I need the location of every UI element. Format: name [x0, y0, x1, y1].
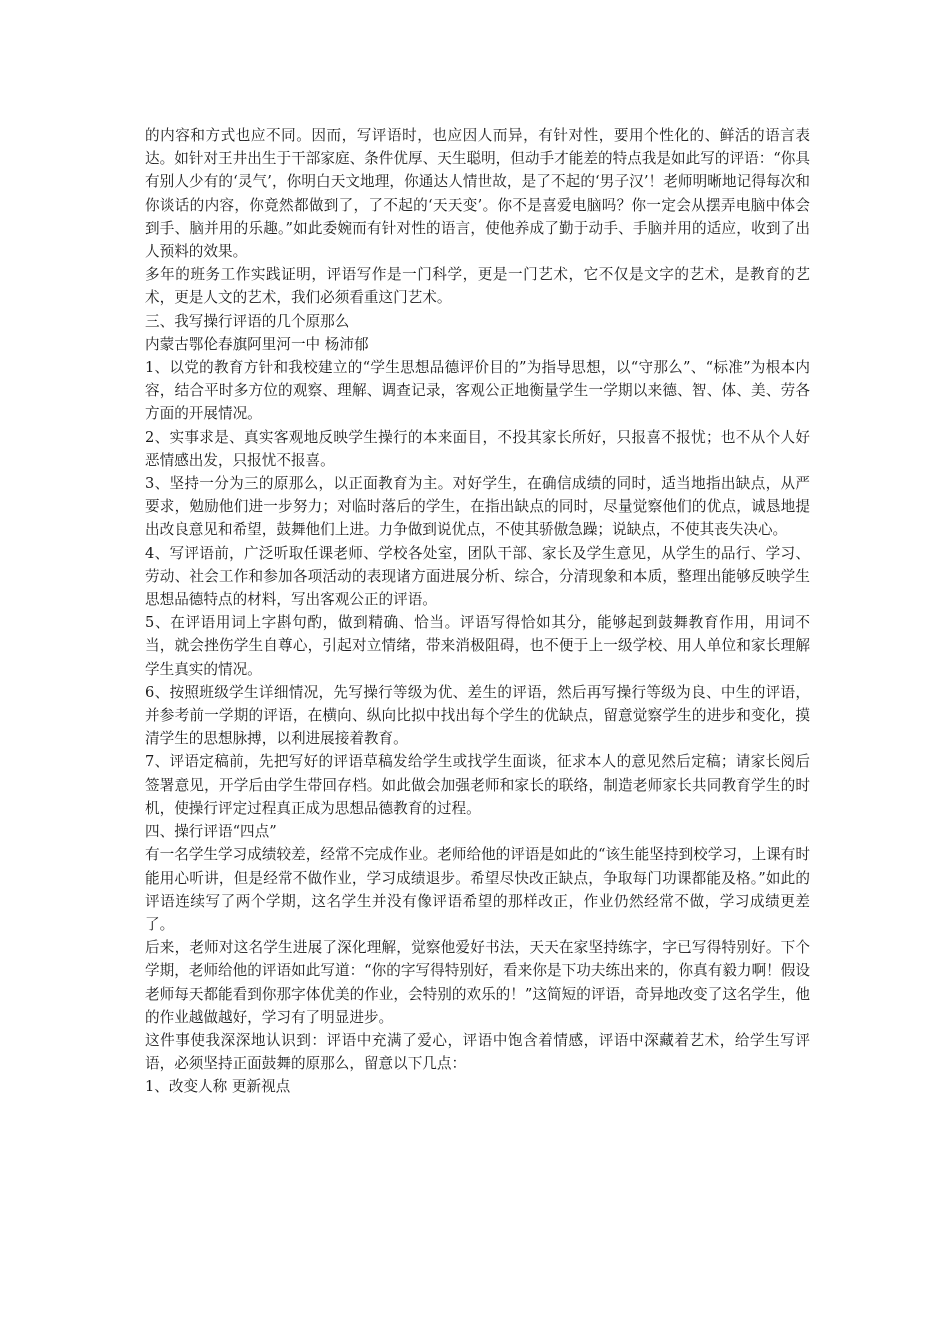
- body-paragraph: 的内容和方式也应不同。因而，写评语时，也应因人而异，有针对性，要用个性化的、鲜活的语言表达。如针对王井出生于干部家庭、条件优厚、天生聪明，但动手才能差的特点我是如此写的评语：“你具有别人少有的‘灵气’，你明白天文地理，你通达人情世故，是了不起的‘男子汉’！老师明晰地记得每次和你谈话的内容，你竟然都做到了，了不起的‘天天变’。你不是喜爱电脑吗？你一定会从摆弄电脑中体会到手、脑并用的乐趣。”如此委婉而有针对性的语言，使他养成了勤于动手、手脑并用的适应，收到了出人预料的效果。: [145, 127, 810, 261]
- body-paragraph: 5、在评语用词上字斟句酌，做到精确、恰当。评语写得恰如其分，能够起到鼓舞教育作用，用词不当，就会挫伤学生自尊心，引起对立情绪，带来消极阻碍，也不便于上一级学校、用人单位和家长理解学生真实的情况。: [145, 614, 810, 678]
- body-paragraph: 2、实事求是、真实客观地反映学生操行的本来面目，不投其家长所好，只报喜不报忧；也不从个人好恶情感出发，只报忧不报喜。: [145, 428, 810, 469]
- body-paragraph: 多年的班务工作实践证明，评语写作是一门科学，更是一门艺术，它不仅是文字的艺术，是教育的艺术，更是人文的艺术，我们必须看重这门艺术。: [145, 266, 810, 307]
- section-heading: 四、操行评语“四点”: [145, 823, 277, 841]
- body-paragraph: 4、写评语前，广泛听取任课老师、学校各处室，团队干部、家长及学生意见，从学生的品行、学习、劳动、社会工作和参加各项活动的表现诸方面进展分析、综合，分清现象和本质，整理出能够反映学生思想品德特点的材料，写出客观公正的评语。: [145, 544, 810, 609]
- section-heading: 三、我写操行评语的几个原那么: [145, 312, 350, 330]
- body-paragraph: 6、按照班级学生详细情况，先写操行等级为优、差生的评语，然后再写操行等级为良、中生的评语，并参考前一学期的评语，在横向、纵向比拟中找出每个学生的优缺点，留意觉察学生的进步和变化，摸清学生的思想脉搏，以利进展接着教育。: [145, 683, 810, 748]
- body-paragraph: 7、评语定稿前，先把写好的评语草稿发给学生或找学生面谈，征求本人的意见然后定稿；请家长阅后签署意见，开学后由学生带回存档。如此做会加强老师和家长的联络，制造老师家长共同教育学生的时机，使操行评定过程真正成为思想品德教育的过程。: [145, 753, 810, 817]
- document-page: [145, 124, 810, 1099]
- section-heading: 内蒙古鄂伦春旗阿里河一中 杨沛郁: [145, 335, 369, 353]
- body-paragraph: 这件事使我深深地认识到：评语中充满了爱心，评语中饱含着情感，评语中深藏着艺术，给学生写评语，必须坚持正面鼓舞的原那么，留意以下几点：: [145, 1031, 810, 1073]
- body-paragraph: 后来，老师对这名学生进展了深化理解，觉察他爱好书法，天天在家坚持练字，字已写得特别好。下个学期，老师给他的评语如此写道：“你的字写得特别好，看来你是下功夫练出来的，你真有毅力啊！假设老师每天都能看到你那字体优美的作业，会特别的欢乐的！”这简短的评语，奇异地改变了这名学生，他的作业越做越好，学习有了明显进步。: [145, 939, 810, 1026]
- section-heading: 1、改变人称 更新视点: [145, 1078, 291, 1096]
- body-paragraph: 1、以党的教育方针和我校建立的“学生思想品德评价目的”为指导思想，以“守那么”、“标准”为根本内容，结合平时多方位的观察、理解、调查记录，客观公正地衡量学生一学期以来德、智、体、美、劳各方面的开展情况。: [145, 359, 810, 423]
- body-paragraph: 3、坚持一分为三的原那么，以正面教育为主。对好学生，在确信成绩的同时，适当地指出缺点，从严要求，勉励他们进一步努力；对临时落后的学生，在指出缺点的同时，尽量觉察他们的优点，诚恳地提出改良意见和希望，鼓舞他们上进。力争做到说优点，不使其骄傲急躁；说缺点，不使其丧失决心。: [145, 475, 810, 539]
- body-paragraph: 有一名学生学习成绩较差，经常不完成作业。老师给他的评语是如此的“该生能坚持到校学习，上课有时能用心听讲，但是经常不做作业，学习成绩退步。希望尽快改正缺点，争取每门功课都能及格。”如此的评语连续写了两个学期，这名学生并没有像评语希望的那样改正，作业仍然经常不做，学习成绩更差了。: [145, 846, 810, 933]
